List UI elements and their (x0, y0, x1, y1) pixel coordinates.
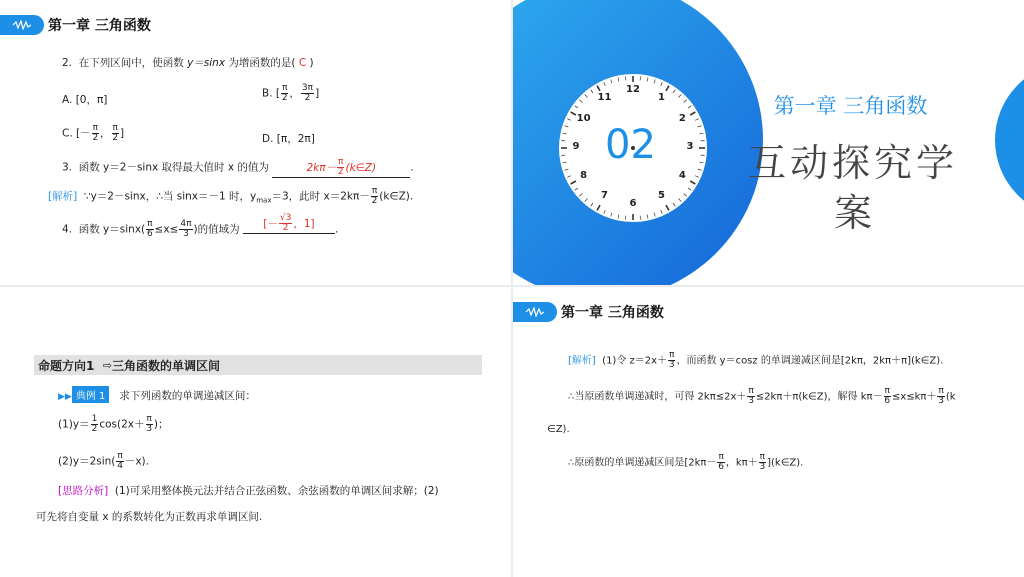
chapter-title: 第一章 三角函数 (48, 18, 151, 34)
answer-text: C (298, 57, 307, 69)
chapter-title: 第一章 三角函数 (561, 305, 664, 321)
example-item-1: (1)y＝ $\frac{1}{2}$ cos(2x＋ $\frac{\pi}{3}$ )； (58, 414, 169, 434)
clock-number: 5 (658, 190, 665, 202)
question-2: 2. 在下列区间中，使函数 y＝sinx 为增函数的是( C ) (62, 57, 314, 69)
solution-line-2: ∴当原函数单调递减时，可得 2kπ≤2x＋ $\frac{\pi}{3}$ ≤2kπ＋π(k∈Z)，解得 kπ－ $\frac{\pi}{6}$ ≤x≤kπ＋ $\frac{\pi}{3}$ (k (568, 386, 956, 406)
clock-number: 3 (686, 141, 694, 152)
right-circle-decoration (995, 62, 1024, 218)
thinking-tag: [思路分析] (58, 485, 109, 497)
option-d: D. [π，2π] (262, 133, 315, 145)
example-tag: 典例 1 (72, 386, 110, 403)
section-number: 02 (605, 122, 656, 168)
clock-number: 8 (580, 169, 588, 181)
question-3: 3. 函数 y＝2－sinx 取得最大值时 x 的值为 2kπ－ $\frac{\pi}{2}$ (k∈Z) . (62, 157, 414, 177)
clock-number: 2 (678, 112, 686, 124)
option-a: A. [0，π] (62, 94, 108, 106)
thinking-analysis-cont: 可先将自变量 x 的系数转化为正数再求单调区间. (36, 511, 263, 523)
clock-number: 12 (626, 84, 640, 95)
wave-icon (0, 15, 44, 35)
option-b: B. [ $\frac{\pi}{2}$ ， $\frac{3\pi}{2}$ ] (262, 83, 320, 103)
solution-line-2-cont: ∈Z). (547, 424, 570, 435)
slide-1 (0, 0, 511, 285)
section-subtitle: 第一章 三角函数 (773, 94, 928, 118)
solution-line-3: ∴原函数的单调递减区间是[2kπ－ $\frac{\pi}{6}$ ，kπ＋ $\frac{\pi}{3}$ ](k∈Z). (568, 452, 804, 472)
option-c: C. [－ $\frac{\pi}{2}$ ， $\frac{\pi}{2}$ ] (62, 123, 125, 143)
section-title-line1: 互动探究学 (747, 141, 958, 185)
slide-header (513, 299, 664, 325)
analysis: [解析] ∵y＝2－sinx，∴当 sinx＝－1 时，$y_{max}=3$，此时 x＝2kπ－ $\frac{\pi}{2}$ (k∈Z). (48, 186, 414, 206)
slide-4 (513, 287, 1024, 577)
clock-number: 4 (678, 169, 686, 181)
analysis-tag: [解析] (568, 355, 596, 367)
clock-number: 6 (629, 198, 637, 209)
analysis-tag: [解析] (48, 190, 78, 203)
slide-3 (0, 287, 511, 577)
example-item-2: (2)y＝2sin( $\frac{\pi}{4}$ －x). (58, 451, 149, 471)
solution-line-1: [解析] (1)令 z＝2x＋ $\frac{\pi}{3}$ ，而函数 y＝cosz 的单调递减区间是[2kπ，2kπ＋π](k∈Z). (568, 350, 944, 370)
thinking-analysis: [思路分析] (1)可采用整体换元法并结合正弦函数、余弦函数的单调区间求解；(2) (58, 485, 439, 497)
clock-number: 7 (601, 190, 608, 202)
clock-number: 1 (658, 91, 665, 103)
wave-icon (513, 302, 557, 322)
section-title-line2: 案 (833, 191, 872, 235)
example-1: ▶▶ 典例 1 求下列函数的单调递减区间： (58, 386, 256, 403)
slide-2-title (513, 0, 1024, 285)
topic-bar: 命题方向1 ⇨ 三角函数的单调区间 (34, 355, 482, 375)
clock-number: 10 (576, 112, 591, 124)
question-4: 4. 函数 y＝sinx( $\frac{\pi}{6}$ ≤x≤ $\frac{4\pi}{3}$ )的值域为 [－ $\frac{√3}{2}$ ，1] . (62, 213, 339, 239)
slide-header (0, 12, 151, 38)
clock-number: 9 (572, 141, 580, 152)
clock-number: 11 (597, 91, 612, 103)
